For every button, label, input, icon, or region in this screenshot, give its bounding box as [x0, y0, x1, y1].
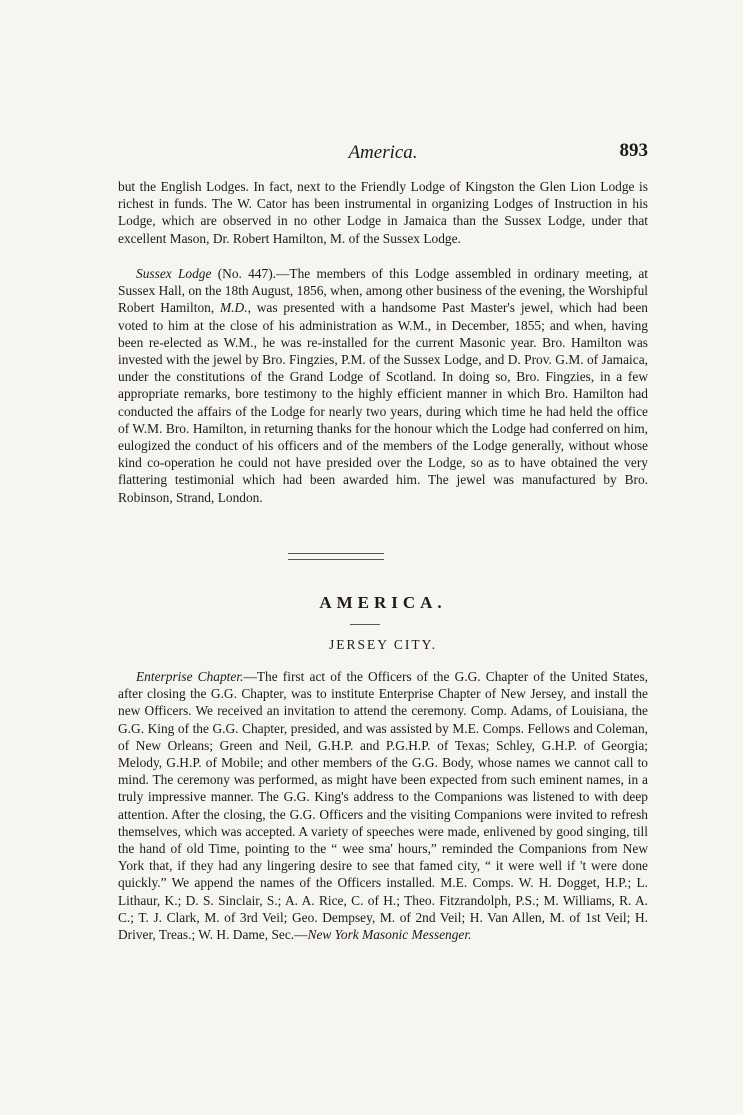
paragraph-text: —The first act of the Officers of the G.G. Chapter of the United States, after closing the G.G. Chapter, was to institute Enterprise Chapter of New Jersey, and install the new Officers. We received an invitation to attend the ceremony. Comp. Adams, of Louisiana, the G.G. King of the G.G. Chapter, presided, and was assisted by M.E. Comps. Fellows and Coleman, of New Orleans; Green and Neil, G.H.P. and P.G.H.P. of Texas; Schley, G.H.P. of Georgia; Melody, G.H.P. of Mobile; and other members of the G.G. Body, whose names we cannot call to mind. The ceremony was performed, as might have been expected from such eminent names, in a truly impressive manner. The G.G. King's address to the Companions was listened to with deep attention. After the closing, the G.G. Officers and the visiting Companions were invited to refresh themselves, which was accepted. A variety of speeches were made, enlivened by good singing, till the hand of old Time, pointing to the “ wee sma' hours,” reminded the Companions from New York that, if they had any lingering desire to see that famed city, “ it were well if 't were done quickly.” We append the names of the Officers installed. M.E. Comps. W. H. Dogget, H.P.; L. Lithaur, K.; D. S. Sinclair, S.; A. A. Rice, C. of H.; Theo. Fitzrandolph, P.S.; M. Williams, R. A. C.; T. J. Clark, M. of 3rd Veil; Geo. Dempsey, M. of 2nd Veil; H. Van Allen, M. of 1st Veil; H. Driver, Treas.; W. H. Dame, Sec.—	[118, 669, 648, 943]
sussex-lodge-lead: Sussex Lodge	[136, 266, 212, 281]
paragraph-text: (No. 447).—The members of this Lodge assembled in ordinary meeting, at Sussex Hall, on the 18th August, 1856, when, among other business of the evening, the Worshipful Robert Hamilton,	[118, 266, 648, 316]
paragraph-text-cont: , was presented with a handsome Past Master's jewel, which had been voted to him at the close of his administration as W.M., in December, 1855; and when, having been re-elected as W.M., he was re-installed for the current Masonic year. Bro. Hamilton was invested with the jewel by Bro. Fingzies, P.M. of the Sussex Lodge, and D. Prov. G.M. of Jamaica, under the constitutions of the Grand Lodge of Scotland. In doing so, Bro. Fingzies, in a few appropriate remarks, bore testimony to the highly efficient manner in which Bro. Hamilton had conducted the affairs of the Lodge for nearly two years, during which time he had held the office of W.M. Bro. Hamilton, in returning thanks for the honour which the Lodge had conferred on him, eulogized the conduct of his officers and of the members of the Lodge generally, without whose kind co-operation he could not have presided over the Lodge, so as to have obtained the very flattering testimonial which had been awarded him. The jewel was manufactured by Bro. Robinson, Strand, London.	[118, 300, 648, 505]
running-title: America.	[348, 142, 418, 163]
paragraph-sussex-lodge	[118, 265, 648, 506]
section-title: AMERICA.	[319, 593, 447, 612]
paragraph-text: but the English Lodges. In fact, next to the Friendly Lodge of Kingston the Glen Lion Lodge is richest in funds. The W. Cator has been instrumental in organizing Lodges of Instruction in his Lodge, which are observed in no other Lodge in Jamaica than the Sussex Lodge, under that excellent Mason, Dr. Robert Hamilton, M. of the Sussex Lodge.	[118, 179, 648, 246]
source-citation: New York Masonic Messenger.	[307, 927, 472, 943]
paragraph-glen-lion	[118, 178, 648, 247]
page-number: 893	[619, 140, 648, 161]
section-divider	[288, 553, 384, 560]
md-title: M.D.	[220, 300, 248, 316]
running-head	[118, 140, 648, 168]
enterprise-chapter-lead: Enterprise Chapter.	[136, 669, 244, 684]
title-underline	[350, 624, 380, 625]
section-subtitle: JERSEY CITY.	[328, 637, 437, 652]
paragraph-enterprise-chapter	[118, 668, 648, 943]
